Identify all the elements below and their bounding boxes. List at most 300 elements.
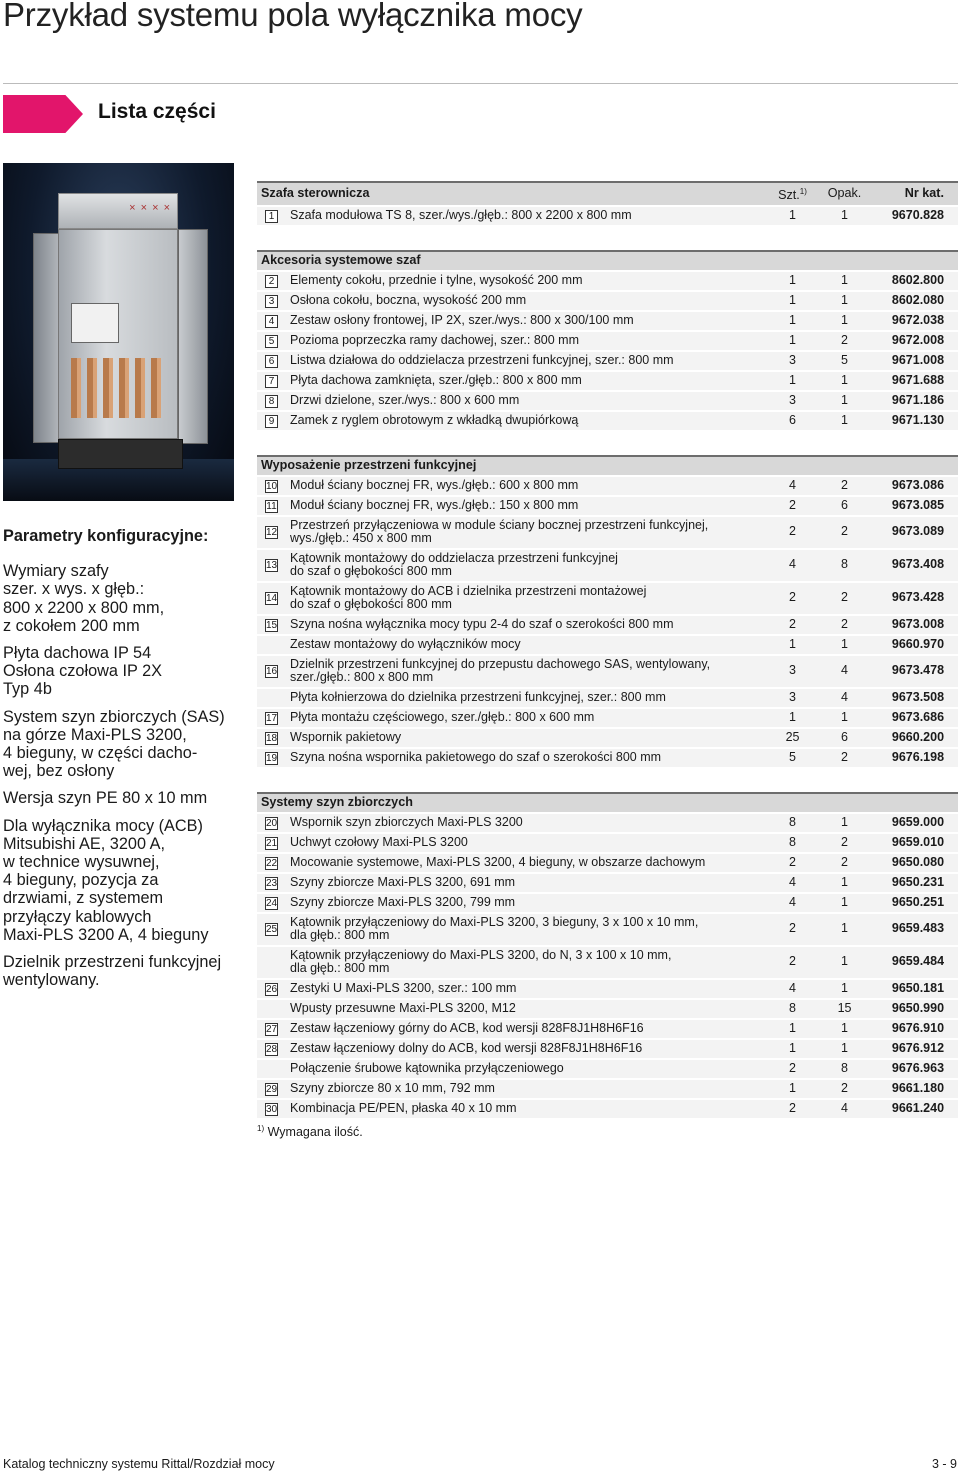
description-line: Zestaw montażowy do wyłączników mocy [290, 636, 521, 651]
row-description [286, 688, 766, 708]
table-row [257, 893, 958, 913]
column-header-pack: Opak. [819, 182, 870, 206]
row-catalog-number: 9670.828 [870, 206, 958, 226]
description-line: szer./głęb.: 800 x 800 mm [290, 670, 434, 685]
row-number: 26 [266, 983, 278, 995]
cabinet-left-door [33, 233, 61, 443]
row-number-cell [257, 873, 286, 893]
row-catalog-number: 8602.080 [870, 291, 958, 311]
row-description [286, 516, 766, 549]
table-row [257, 206, 958, 226]
row-description [286, 833, 766, 853]
row-quantity: 1 [766, 1019, 819, 1039]
row-number: 23 [266, 877, 278, 889]
row-pack: 1 [819, 391, 870, 411]
row-catalog-number: 9660.970 [870, 635, 958, 655]
row-number-cell [257, 1019, 286, 1039]
column-header-catalog: Nr kat. [870, 182, 958, 206]
row-quantity: 4 [766, 549, 819, 582]
table-row [257, 728, 958, 748]
row-catalog-number: 9660.200 [870, 728, 958, 748]
row-number-cell [257, 893, 286, 913]
table-row [257, 748, 958, 768]
row-catalog-number: 9650.231 [870, 873, 958, 893]
row-number-cell [257, 206, 286, 226]
row-pack: 1 [819, 913, 870, 946]
section-title: Akcesoria systemowe szaf [257, 251, 766, 271]
row-description [286, 635, 766, 655]
table-row [257, 331, 958, 351]
row-catalog-number: 9676.912 [870, 1039, 958, 1059]
row-number: 2 [265, 275, 278, 288]
row-number: 18 [266, 732, 278, 744]
description-line: Szyny zbiorcze 80 x 10 mm, 792 mm [290, 1080, 495, 1095]
description-line: dla głęb.: 800 mm [290, 928, 390, 943]
description-line: Kątownik montażowy do ACB i dzielnika przestrzeni montażowej [290, 583, 647, 598]
row-catalog-number: 9676.910 [870, 1019, 958, 1039]
busbars-icon [71, 358, 166, 418]
table-row [257, 1019, 958, 1039]
column-header-qty [766, 182, 819, 206]
row-catalog-number: 9673.086 [870, 476, 958, 496]
config-line: Płyta dachowa IP 54 [3, 644, 152, 663]
config-line: Dzielnik przestrzeni funkcyjnej [3, 953, 222, 972]
row-number: 13 [266, 560, 278, 572]
row-description [286, 1099, 766, 1119]
row-number: 5 [265, 335, 278, 348]
row-description [286, 728, 766, 748]
row-pack: 5 [819, 351, 870, 371]
row-catalog-number: 9650.990 [870, 999, 958, 1019]
table-row [257, 351, 958, 371]
cabinet-roof [58, 193, 178, 229]
row-number-cell [257, 1079, 286, 1099]
row-number: 20 [266, 817, 278, 829]
row-number-cell [257, 813, 286, 833]
row-description [286, 476, 766, 496]
parts-list [257, 181, 958, 1139]
row-number: 15 [266, 619, 278, 631]
row-pack: 1 [819, 813, 870, 833]
row-number-cell [257, 635, 286, 655]
config-line: z cokołem 200 mm [3, 616, 140, 635]
row-pack: 8 [819, 1059, 870, 1079]
row-pack: 1 [819, 635, 870, 655]
parts-section [257, 250, 958, 432]
row-catalog-number: 9671.008 [870, 351, 958, 371]
description-line: Osłona cokołu, boczna, wysokość 200 mm [290, 292, 527, 307]
config-line: na górze Maxi-PLS 3200, [3, 725, 187, 744]
row-quantity: 4 [766, 893, 819, 913]
row-pack: 4 [819, 655, 870, 688]
row-quantity: 6 [766, 411, 819, 431]
footer-catalog: Katalog techniczny systemu Rittal/Rozdział mocy [3, 1457, 275, 1471]
description-line: Kombinacja PE/PEN, płaska 40 x 10 mm [290, 1100, 517, 1115]
config-paragraph [3, 789, 238, 807]
description-line: Uchwyt czołowy Maxi-PLS 3200 [290, 834, 468, 849]
row-quantity: 1 [766, 291, 819, 311]
row-pack: 4 [819, 688, 870, 708]
row-quantity: 4 [766, 873, 819, 893]
row-number-cell [257, 496, 286, 516]
row-quantity: 1 [766, 271, 819, 291]
config-paragraph [3, 562, 238, 635]
description-line: Dzielnik przestrzeni funkcyjnej do przepustu dachowego SAS, wentylowany, [290, 656, 711, 671]
parts-section [257, 455, 958, 769]
row-number-cell [257, 913, 286, 946]
description-line: Szyna nośna wyłącznika mocy typu 2-4 do szaf o szerokości 800 mm [290, 616, 674, 631]
row-quantity: 1 [766, 635, 819, 655]
row-number-cell [257, 476, 286, 496]
table-row [257, 549, 958, 582]
row-quantity: 1 [766, 708, 819, 728]
row-pack: 2 [819, 615, 870, 635]
row-catalog-number: 9659.010 [870, 833, 958, 853]
parts-section [257, 181, 958, 227]
row-description [286, 853, 766, 873]
row-catalog-number: 9671.130 [870, 411, 958, 431]
table-row [257, 615, 958, 635]
row-catalog-number: 9672.038 [870, 311, 958, 331]
parts-table [257, 792, 958, 1120]
row-number-cell [257, 582, 286, 615]
config-line: 4 bieguny, w części dacho- [3, 744, 198, 763]
table-row [257, 476, 958, 496]
row-description [286, 708, 766, 728]
section-header-row [257, 456, 958, 476]
row-catalog-number: 9673.089 [870, 516, 958, 549]
row-catalog-number: 9676.198 [870, 748, 958, 768]
row-quantity: 8 [766, 999, 819, 1019]
row-catalog-number: 9661.240 [870, 1099, 958, 1119]
row-catalog-number: 9659.484 [870, 946, 958, 979]
row-pack: 1 [819, 291, 870, 311]
row-description [286, 371, 766, 391]
config-paragraph [3, 953, 238, 989]
row-pack: 2 [819, 476, 870, 496]
row-description [286, 748, 766, 768]
table-row [257, 655, 958, 688]
row-catalog-number: 9673.686 [870, 708, 958, 728]
row-number-cell [257, 999, 286, 1019]
section-header-row [257, 793, 958, 813]
row-description [286, 1059, 766, 1079]
row-description [286, 331, 766, 351]
row-number-cell [257, 351, 286, 371]
row-quantity: 4 [766, 476, 819, 496]
row-quantity: 1 [766, 371, 819, 391]
parts-table [257, 455, 958, 769]
row-catalog-number: 9671.186 [870, 391, 958, 411]
config-line: Wymiary szafy [3, 562, 109, 581]
row-pack: 2 [819, 331, 870, 351]
row-description [286, 946, 766, 979]
config-line: drzwiami, z systemem [3, 889, 164, 908]
row-quantity: 1 [766, 311, 819, 331]
row-number: 7 [265, 375, 278, 388]
row-number-cell [257, 946, 286, 979]
config-line: System szyn zbiorczych (SAS) [3, 707, 225, 726]
row-pack: 4 [819, 1099, 870, 1119]
row-pack: 2 [819, 516, 870, 549]
description-line: Kątownik przyłączeniowy do Maxi-PLS 3200, do N, 3 x 100 x 10 mm, [290, 947, 672, 962]
section-header-filler [766, 251, 958, 271]
row-number-cell [257, 1059, 286, 1079]
row-number-cell [257, 311, 286, 331]
row-description [286, 979, 766, 999]
row-description [286, 913, 766, 946]
row-description [286, 615, 766, 635]
row-number-cell [257, 391, 286, 411]
config-heading: Parametry konfiguracyjne: [3, 527, 209, 545]
row-number: 29 [266, 1083, 278, 1095]
row-number-cell [257, 1099, 286, 1119]
column-qty-label: Szt. [778, 188, 800, 203]
row-description [286, 351, 766, 371]
row-number-cell [257, 1039, 286, 1059]
row-number: 30 [266, 1103, 278, 1115]
row-pack: 1 [819, 411, 870, 431]
row-number-cell [257, 655, 286, 688]
table-row [257, 496, 958, 516]
description-line: Szyny zbiorcze Maxi-PLS 3200, 799 mm [290, 894, 516, 909]
table-row [257, 1059, 958, 1079]
table-row [257, 913, 958, 946]
row-quantity: 1 [766, 1079, 819, 1099]
row-description [286, 813, 766, 833]
row-number: 1 [265, 210, 278, 223]
row-number: 24 [266, 897, 278, 909]
row-quantity: 2 [766, 1099, 819, 1119]
row-pack: 1 [819, 206, 870, 226]
row-catalog-number: 9650.181 [870, 979, 958, 999]
row-description [286, 311, 766, 331]
row-pack: 6 [819, 496, 870, 516]
row-number-cell [257, 833, 286, 853]
table-row [257, 708, 958, 728]
row-number: 14 [266, 593, 278, 605]
row-quantity: 2 [766, 946, 819, 979]
row-catalog-number: 8602.800 [870, 271, 958, 291]
config-line: szer. x wys. x głęb.: [3, 580, 145, 599]
row-quantity: 1 [766, 331, 819, 351]
product-photo [3, 163, 234, 501]
row-number: 12 [266, 527, 278, 539]
parts-table [257, 181, 958, 227]
description-line: Połączenie śrubowe kątownika przyłączeniowego [290, 1060, 564, 1075]
column-qty-footnote: 1) [799, 187, 807, 196]
row-catalog-number: 9659.000 [870, 813, 958, 833]
row-pack: 1 [819, 708, 870, 728]
row-number-cell [257, 853, 286, 873]
table-row [257, 311, 958, 331]
table-row [257, 516, 958, 549]
row-quantity: 2 [766, 913, 819, 946]
description-line: Wspornik szyn zbiorczych Maxi-PLS 3200 [290, 814, 523, 829]
table-row [257, 1099, 958, 1119]
row-catalog-number: 9672.008 [870, 331, 958, 351]
row-number-cell [257, 708, 286, 728]
row-pack: 1 [819, 893, 870, 913]
row-number: 6 [265, 355, 278, 368]
row-pack: 1 [819, 1039, 870, 1059]
description-line: Elementy cokołu, przednie i tylne, wysokość 200 mm [290, 272, 583, 287]
row-quantity: 4 [766, 979, 819, 999]
description-line: Zestaw osłony frontowej, IP 2X, szer./wys.: 800 x 300/100 mm [290, 312, 634, 327]
row-pack: 2 [819, 748, 870, 768]
row-quantity: 2 [766, 853, 819, 873]
row-number-cell [257, 615, 286, 635]
row-quantity: 25 [766, 728, 819, 748]
description-line: Moduł ściany bocznej FR, wys./głęb.: 600 x 800 mm [290, 477, 579, 492]
row-number-cell [257, 331, 286, 351]
row-quantity: 5 [766, 748, 819, 768]
row-number: 4 [265, 315, 278, 328]
config-line: wej, bez osłony [3, 762, 115, 781]
table-row [257, 391, 958, 411]
config-line: przyłączy kablowych [3, 907, 152, 926]
config-line: Typ 4b [3, 680, 52, 699]
row-catalog-number: 9673.428 [870, 582, 958, 615]
footnote [257, 1124, 958, 1139]
description-line: Kątownik montażowy do oddzielacza przestrzeni funkcyjnej [290, 550, 618, 565]
row-number: 3 [265, 295, 278, 308]
description-line: Zestaw łączeniowy dolny do ACB, kod wersji 828F8J1H8H6F16 [290, 1040, 643, 1055]
config-paragraph [3, 708, 238, 781]
row-catalog-number: 9659.483 [870, 913, 958, 946]
cabinet-plinth [58, 439, 183, 469]
row-catalog-number: 9673.478 [870, 655, 958, 688]
row-pack: 8 [819, 549, 870, 582]
description-line: Przestrzeń przyłączeniowa w module ściany bocznej przestrzeni funkcyjnej, [290, 517, 709, 532]
row-description [286, 873, 766, 893]
config-line: Mitsubishi AE, 3200 A, [3, 834, 166, 853]
row-catalog-number: 9671.688 [870, 371, 958, 391]
description-line: dla głęb.: 800 mm [290, 961, 390, 976]
description-line: do szaf o głębokości 800 mm [290, 597, 452, 612]
config-line: 800 x 2200 x 800 mm, [3, 598, 165, 617]
config-line: 4 bieguny, pozycja za [3, 871, 159, 890]
row-catalog-number: 9673.008 [870, 615, 958, 635]
table-row [257, 999, 958, 1019]
row-catalog-number: 9673.508 [870, 688, 958, 708]
row-number: 17 [266, 712, 278, 724]
row-number: 28 [266, 1043, 278, 1055]
table-row [257, 946, 958, 979]
row-number-cell [257, 411, 286, 431]
config-line: Dla wyłącznika mocy (ACB) [3, 816, 203, 835]
row-description [286, 893, 766, 913]
row-description [286, 291, 766, 311]
row-quantity: 8 [766, 833, 819, 853]
footnote-mark: 1) [257, 1123, 265, 1133]
config-line: Maxi-PLS 3200 A, 4 bieguny [3, 925, 209, 944]
table-row [257, 873, 958, 893]
description-line: Płyta dachowa zamknięta, szer./głęb.: 800 x 800 mm [290, 372, 582, 387]
row-quantity: 8 [766, 813, 819, 833]
row-description [286, 391, 766, 411]
config-parameters [3, 527, 238, 998]
description-line: Listwa działowa do oddzielacza przestrzeni funkcyjnej, szer.: 800 mm [290, 352, 674, 367]
banner-arrow-icon [3, 95, 83, 133]
config-line: Osłona czołowa IP 2X [3, 662, 162, 681]
config-paragraph [3, 817, 238, 944]
table-row [257, 271, 958, 291]
row-quantity: 3 [766, 351, 819, 371]
title-divider [3, 83, 958, 84]
description-line: Szyna nośna wspornika pakietowego do szaf o szerokości 800 mm [290, 749, 662, 764]
row-quantity: 2 [766, 615, 819, 635]
row-number-cell [257, 271, 286, 291]
row-description [286, 582, 766, 615]
row-quantity: 2 [766, 516, 819, 549]
description-line: Zamek z ryglem obrotowym z wkładką dwupiórkową [290, 412, 579, 427]
footnote-text: Wymagana ilość. [267, 1124, 363, 1139]
description-line: Szafa modułowa TS 8, szer./wys./głęb.: 800 x 2200 x 800 mm [290, 207, 632, 222]
config-line: wentylowany. [3, 971, 100, 990]
row-catalog-number: 9673.085 [870, 496, 958, 516]
row-catalog-number: 9676.963 [870, 1059, 958, 1079]
row-quantity: 3 [766, 688, 819, 708]
row-catalog-number: 9650.251 [870, 893, 958, 913]
row-pack: 2 [819, 853, 870, 873]
row-quantity: 2 [766, 582, 819, 615]
row-number-cell [257, 549, 286, 582]
table-row [257, 291, 958, 311]
section-header-row [257, 182, 958, 206]
section-title: Wyposażenie przestrzeni funkcyjnej [257, 456, 766, 476]
row-number: 21 [266, 837, 278, 849]
table-row [257, 813, 958, 833]
row-description [286, 496, 766, 516]
row-description [286, 1079, 766, 1099]
description-line: Zestaw łączeniowy górny do ACB, kod wersji 828F8J1H8H6F16 [290, 1020, 644, 1035]
description-line: Moduł ściany bocznej FR, wys./głęb.: 150 x 800 mm [290, 497, 579, 512]
row-description [286, 411, 766, 431]
row-quantity: 1 [766, 206, 819, 226]
section-title: Szafa sterownicza [257, 182, 766, 206]
row-pack: 1 [819, 311, 870, 331]
row-pack: 15 [819, 999, 870, 1019]
description-line: Drzwi dzielone, szer./wys.: 800 x 600 mm [290, 392, 520, 407]
row-description [286, 655, 766, 688]
row-number-cell [257, 516, 286, 549]
parts-table [257, 250, 958, 432]
row-number: 27 [266, 1023, 278, 1035]
section-header-row [257, 251, 958, 271]
row-quantity: 2 [766, 496, 819, 516]
row-number: 16 [266, 666, 278, 678]
section-header-filler [766, 793, 958, 813]
row-number-cell [257, 728, 286, 748]
footer-page-number: 3 - 9 [931, 1457, 957, 1471]
table-row [257, 853, 958, 873]
row-number: 8 [265, 395, 278, 408]
row-description [286, 1039, 766, 1059]
breaker-icon [71, 303, 119, 343]
row-quantity: 1 [766, 1039, 819, 1059]
row-number-cell [257, 291, 286, 311]
description-line: Płyta montażu częściowego, szer./głęb.: 800 x 600 mm [290, 709, 595, 724]
row-number-cell [257, 979, 286, 999]
row-pack: 1 [819, 979, 870, 999]
config-paragraphs [3, 562, 238, 989]
table-row [257, 582, 958, 615]
description-line: Kątownik przyłączeniowy do Maxi-PLS 3200, 3 bieguny, 3 x 100 x 10 mm, [290, 914, 699, 929]
row-description [286, 999, 766, 1019]
config-line: w technice wysuwnej, [3, 853, 160, 872]
row-pack: 2 [819, 833, 870, 853]
